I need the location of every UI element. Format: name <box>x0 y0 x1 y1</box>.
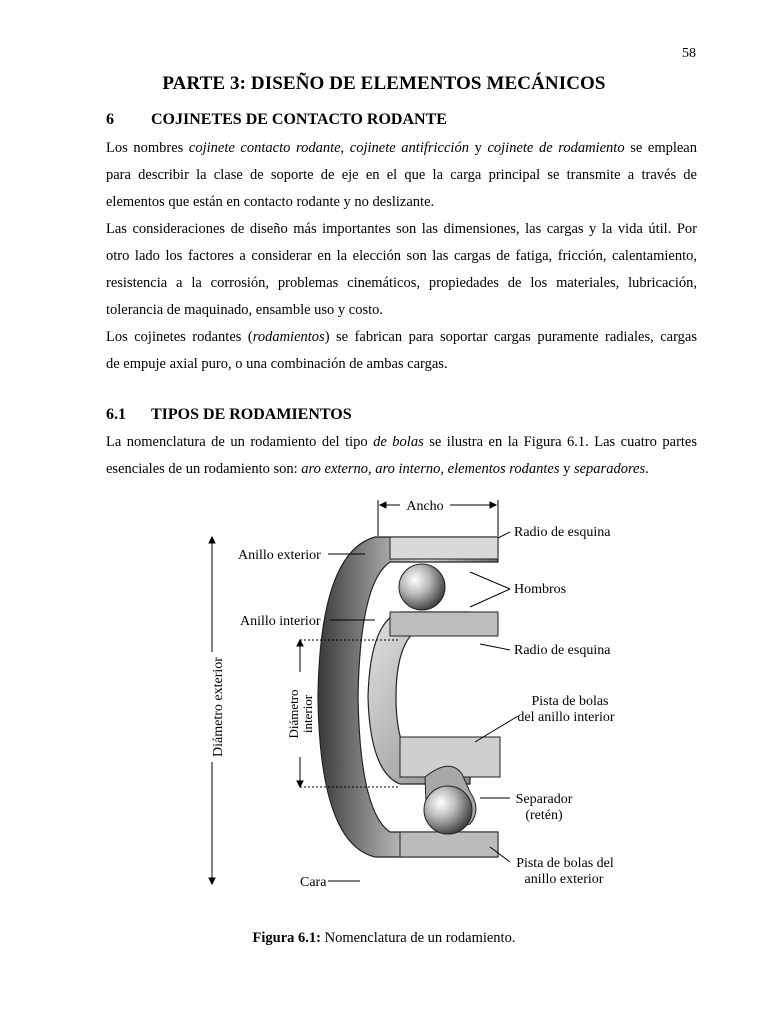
subsection-number: 6.1 <box>106 406 126 423</box>
subsection-title: TIPOS DE RODAMIENTOS <box>151 406 352 423</box>
label-anillo-exterior: Anillo exterior <box>238 548 321 563</box>
label-separador-2: (retén) <box>525 808 563 823</box>
term-cojinete-rodamiento: cojinete de rodamiento <box>487 140 625 156</box>
label-pista-exterior-1: Pista de bolas del <box>516 856 614 871</box>
paragraph-4 <box>106 429 697 483</box>
label-separador-1: Separador <box>515 792 573 807</box>
figure-caption <box>0 930 768 947</box>
paragraph-2 <box>106 216 697 324</box>
label-pista-exterior-2: anillo exterior <box>524 872 604 887</box>
paragraph-2-line-3: resistencia a la corrosión, problemas cinemáticos, propiedades de los materiales, lubricación, <box>106 275 697 291</box>
paragraph-1-line-2: para describir la clase de soporte de eje en el que la carga principal se transmite a través de <box>106 167 697 183</box>
paragraph-1-line-1: Los nombres cojinete contacto rodante, cojinete antifricción y cojinete de rodamiento se emplean <box>106 140 697 156</box>
part-title: PARTE 3: DISEÑO DE ELEMENTOS MECÁNICOS <box>162 73 606 94</box>
term-aro-interno: aro interno <box>375 461 441 477</box>
section-heading <box>106 111 447 129</box>
term-cojinete-contacto-rodante: cojinete contacto rodante <box>188 140 341 156</box>
bearing-figure <box>200 492 640 902</box>
paragraph-3-line-2: de empuje axial puro, o una combinación de ambas cargas. <box>106 356 448 372</box>
term-cojinete-antifriccion: cojinete antifricción <box>349 140 469 156</box>
term-separadores: separadores <box>573 461 646 477</box>
label-radio-esquina-top: Radio de esquina <box>514 525 611 540</box>
label-pista-interior-2: del anillo interior <box>517 710 615 725</box>
label-diametro-interior-1: Diámetro <box>286 689 301 739</box>
caption-text: Nomenclatura de un rodamiento. <box>320 930 516 946</box>
paragraph-2-line-1: Las consideraciones de diseño más importantes son las dimensiones, las cargas y la vida útil. Por <box>106 221 697 237</box>
label-hombros: Hombros <box>514 582 567 597</box>
label-pista-interior-1: Pista de bolas <box>531 694 609 709</box>
label-radio-esquina-mid: Radio de esquina <box>514 643 611 658</box>
paragraph-2-line-2: otro lado los factores a considerar en la elección son las cargas de fatiga, fricción, calentamiento, <box>106 248 697 264</box>
paragraph-1-line-3: elementos que están en contacto rodante y no deslizante. <box>106 194 435 210</box>
ball-bottom <box>424 786 472 834</box>
paragraph-2-line-4: tolerancia de maquinado, ensamble uso y costo. <box>106 302 384 318</box>
paragraph-3-line-1: Los cojinetes rodantes (rodamientos) se fabrican para soportar cargas puramente radiales, cargas <box>106 329 697 345</box>
label-cara: Cara <box>300 875 327 890</box>
section-title: COJINETES DE CONTACTO RODANTE <box>151 111 447 128</box>
subsection-heading <box>106 406 352 424</box>
bearing-diagram <box>200 492 640 902</box>
section-number: 6 <box>106 111 114 128</box>
paragraph-4-line-1: La nomenclatura de un rodamiento del tipo de bolas se ilustra en la Figura 6.1. Las cuatro partes <box>106 434 698 450</box>
ball-top <box>399 564 445 610</box>
caption-label: Figura 6.1: <box>252 930 321 946</box>
page-number: 58 <box>682 46 696 61</box>
paragraph-1 <box>106 135 697 216</box>
term-de-bolas: de bolas <box>373 434 424 450</box>
label-ancho: Ancho <box>406 499 444 514</box>
label-diametro-interior-2: interior <box>300 694 315 734</box>
paragraph-3 <box>106 324 697 378</box>
term-rodamientos: rodamientos <box>252 329 325 345</box>
paragraph-4-line-2: esenciales de un rodamiento son: aro externo, aro interno, elementos rodantes y separadores. <box>106 461 649 477</box>
term-aro-externo: aro externo <box>301 461 369 477</box>
label-diametro-exterior: Diámetro exterior <box>211 657 226 757</box>
label-anillo-interior: Anillo interior <box>240 614 321 629</box>
term-elementos-rodantes: elementos rodantes <box>447 461 560 477</box>
